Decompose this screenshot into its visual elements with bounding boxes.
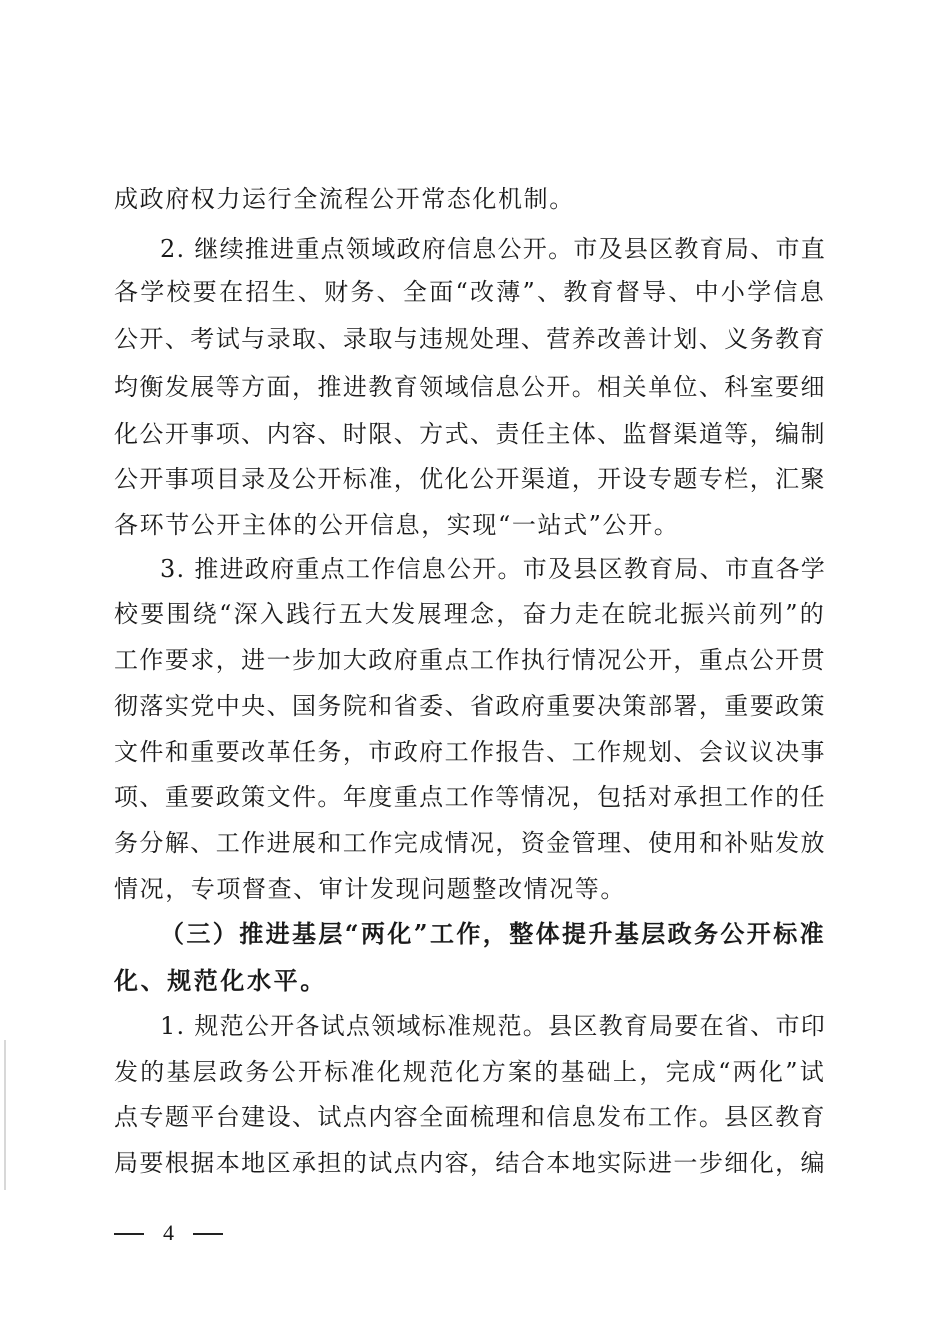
footer-dash-left <box>114 1233 144 1235</box>
paragraph-3-line-1: 3. 推进政府重点工作信息公开。市及县区教育局、市直各学 <box>160 555 826 583</box>
paragraph-2-line-2: 各学校要在招生、财务、全面“改薄”、教育督导、中小学信息 <box>114 278 826 306</box>
paragraph-3-line-3: 工作要求，进一步加大政府重点工作执行情况公开，重点公开贯 <box>114 646 826 674</box>
text-line-1: 成政府权力运行全流程公开常态化机制。 <box>114 185 575 213</box>
paragraph-3-line-5: 文件和重要改革任务，市政府工作报告、工作规划、会议议决事 <box>114 738 826 766</box>
paragraph-2-line-7: 各环节公开主体的公开信息，实现“一站式”公开。 <box>114 511 680 539</box>
paragraph-4-line-1: 1. 规范公开各试点领域标准规范。县区教育局要在省、市印 <box>160 1012 826 1040</box>
page-number: 4 <box>163 1220 174 1245</box>
paragraph-2-line-1: 2. 继续推进重点领域政府信息公开。市及县区教育局、市直 <box>160 235 826 263</box>
section-heading-line-2: 化、规范化水平。 <box>114 966 327 995</box>
paragraph-3-line-2: 校要围绕“深入践行五大发展理念，奋力走在皖北振兴前列”的 <box>114 600 826 628</box>
paragraph-3-line-7: 务分解、工作进展和工作完成情况，资金管理、使用和补贴发放 <box>114 829 826 857</box>
paragraph-4-line-4: 局要根据本地区承担的试点内容，结合本地实际进一步细化，编 <box>114 1149 826 1177</box>
paragraph-4-line-3: 点专题平台建设、试点内容全面梳理和信息发布工作。县区教育 <box>114 1103 826 1131</box>
paragraph-3-line-8: 情况，专项督查、审计发现问题整改情况等。 <box>114 875 626 903</box>
paragraph-3-line-4: 彻落实党中央、国务院和省委、省政府重要决策部署，重要政策 <box>114 692 826 720</box>
paragraph-2-line-6: 公开事项目录及公开标准，优化公开渠道，开设专题专栏，汇聚 <box>114 465 826 493</box>
paragraph-4-line-2: 发的基层政务公开标准化规范化方案的基础上，完成“两化”试 <box>114 1058 826 1086</box>
section-heading-line-1: （三）推进基层“两化”工作，整体提升基层政务公开标准 <box>160 919 826 948</box>
scan-edge-mark <box>4 1040 6 1190</box>
paragraph-2-line-3: 公开、考试与录取、录取与违规处理、营养改善计划、义务教育 <box>114 325 826 353</box>
page-footer <box>114 1218 223 1249</box>
paragraph-3-line-6: 项、重要政策文件。年度重点工作等情况，包括对承担工作的任 <box>114 783 826 811</box>
footer-dash-right <box>193 1233 223 1235</box>
paragraph-2-line-4: 均衡发展等方面，推进教育领域信息公开。相关单位、科室要细 <box>114 373 826 401</box>
paragraph-2-line-5: 化公开事项、内容、时限、方式、责任主体、监督渠道等，编制 <box>114 420 826 448</box>
